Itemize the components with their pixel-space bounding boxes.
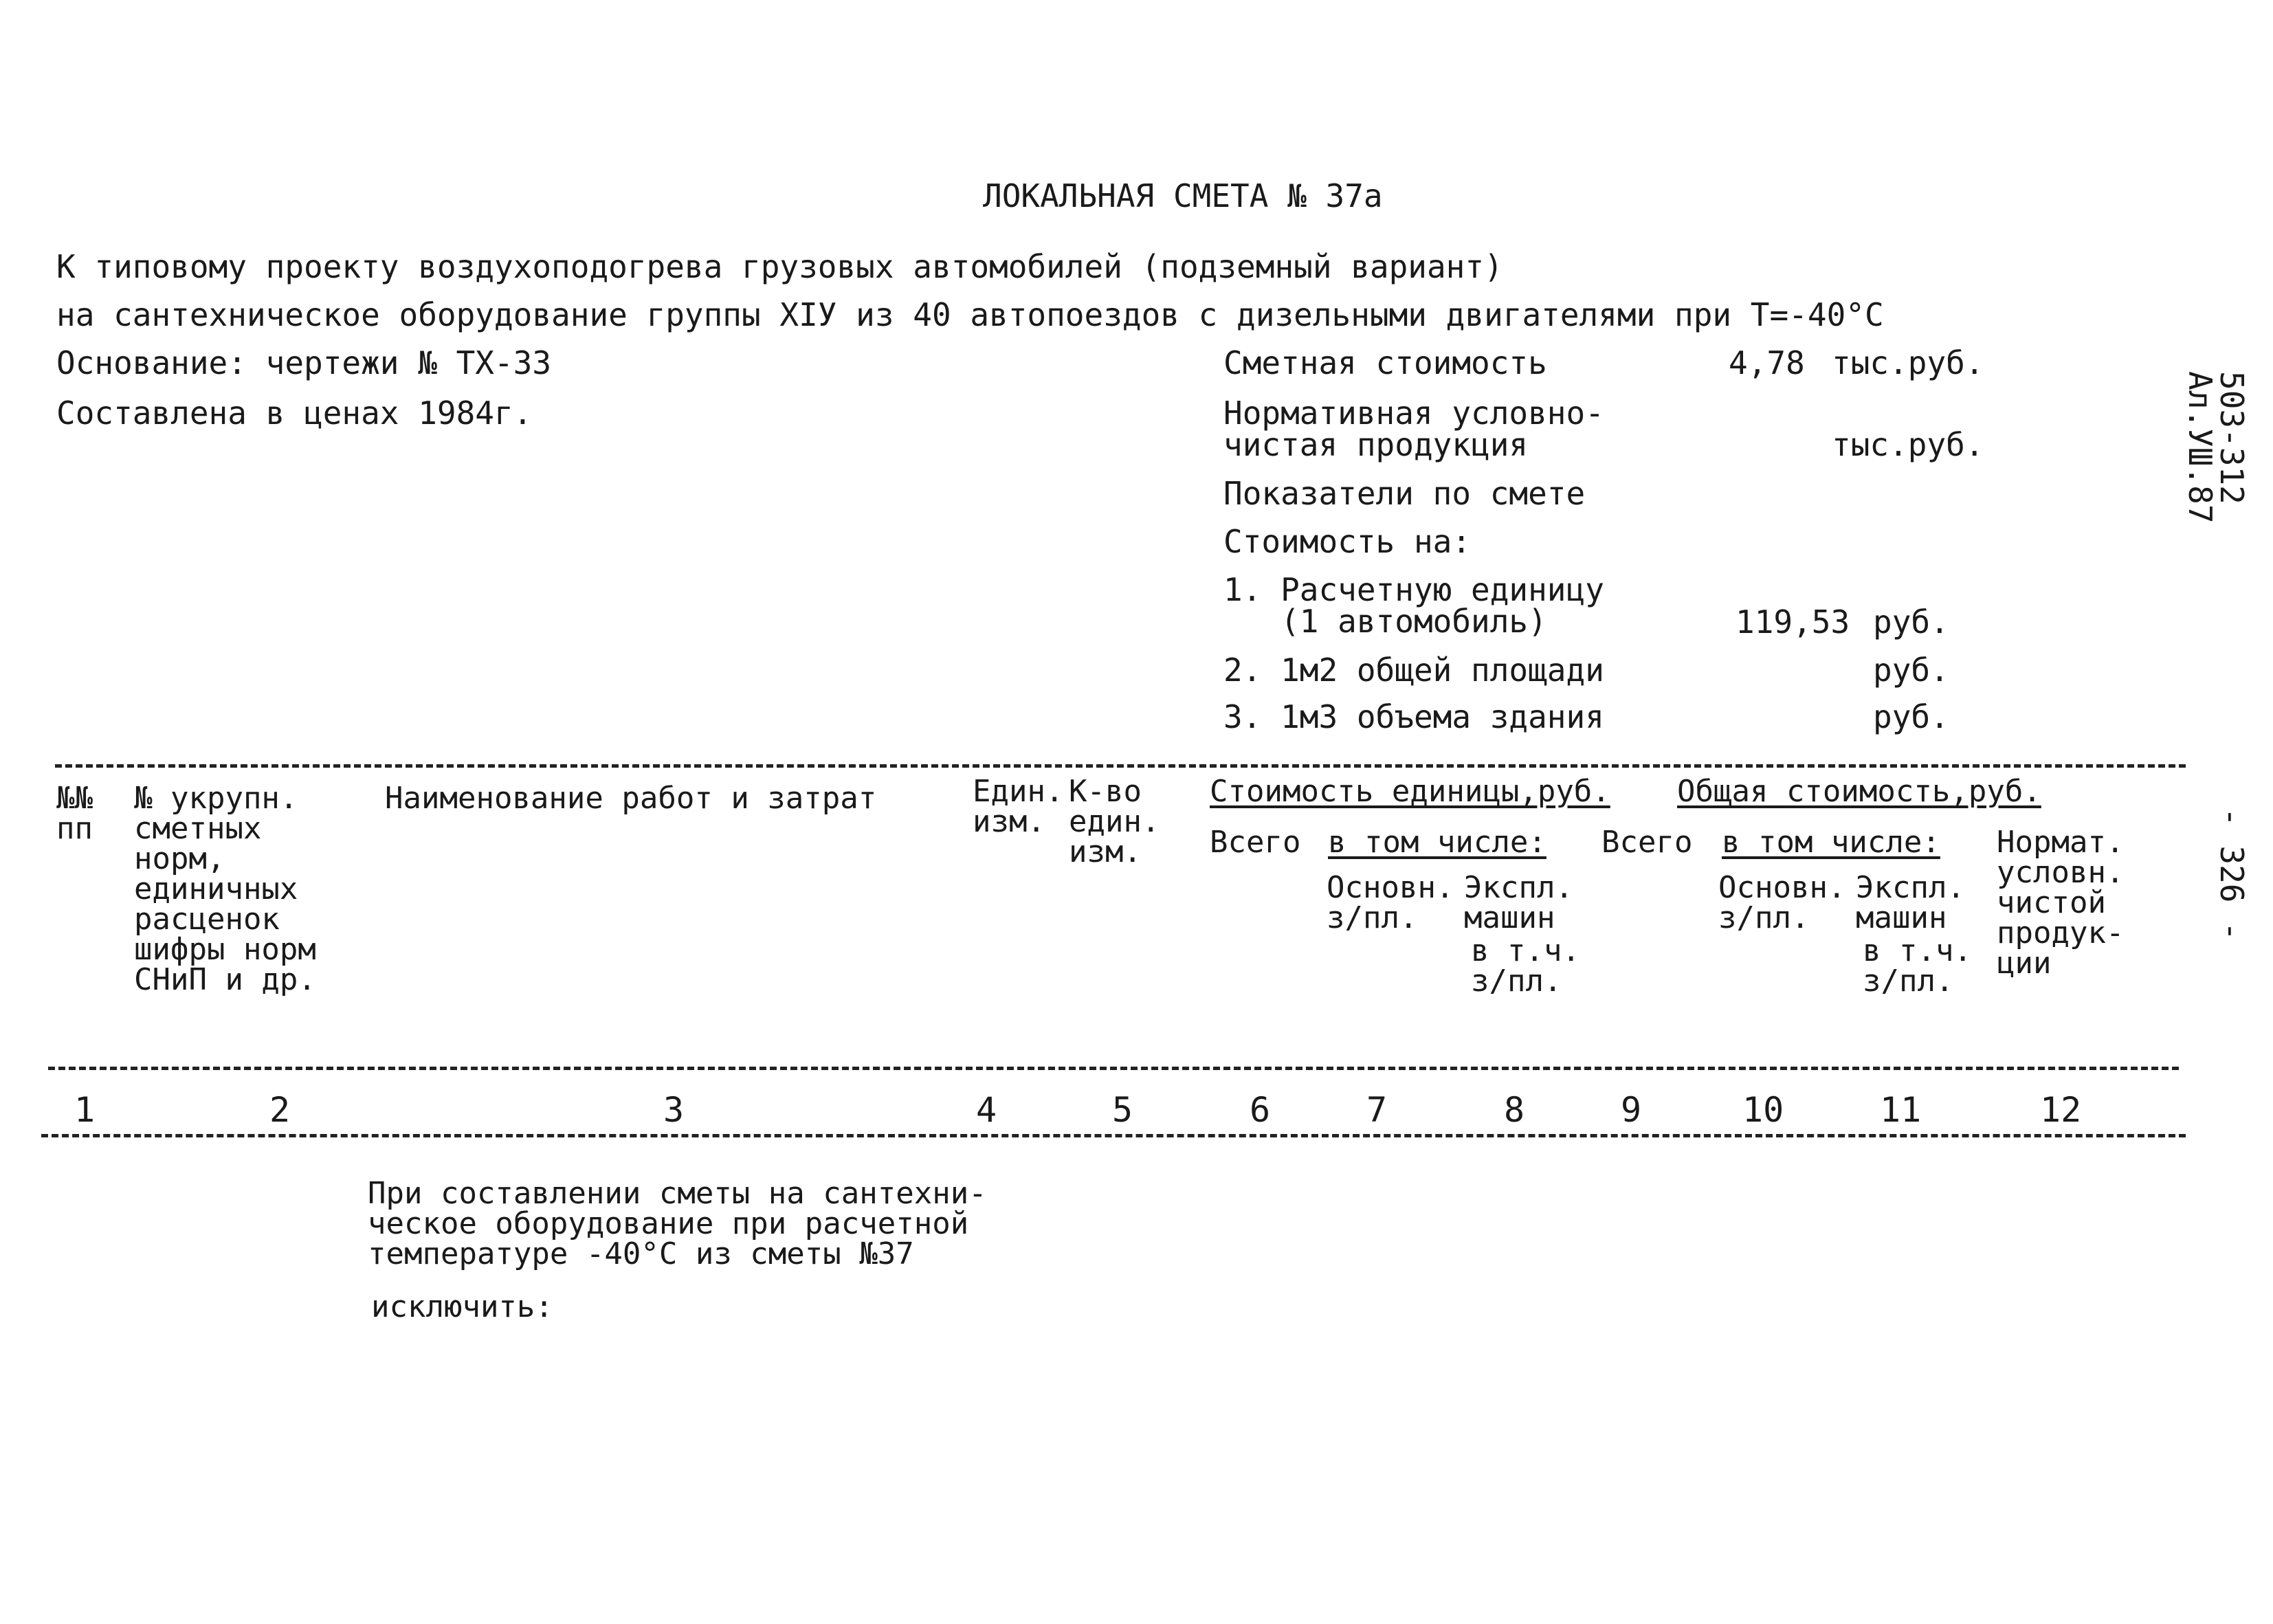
total-total-header: Всего — [1601, 825, 1693, 860]
header-bottom-rule — [48, 1067, 2179, 1070]
column-number: 7 — [1366, 1090, 1388, 1130]
note-text: При составлении сметы на сантехни- ческое оборудование при расчетной температуре -40°С из сметы №37 — [368, 1176, 987, 1271]
column-number: 2 — [269, 1090, 291, 1130]
col-number-header: №№ пп — [56, 781, 93, 846]
unit-machines-wage-header: в т.ч. з/пл. — [1471, 933, 1580, 999]
unit-machines-header: Экспл. машин — [1464, 870, 1573, 935]
column-number: 3 — [663, 1090, 685, 1130]
indicator-item-3: 3. 1м3 объема здания — [1223, 698, 1604, 735]
normative-header: Нормат. условн. чистой продук- ции — [1997, 825, 2125, 981]
column-number: 5 — [1112, 1090, 1133, 1130]
page-number: - 326 - — [2213, 808, 2250, 941]
column-number: 8 — [1504, 1090, 1525, 1130]
normative-unit: тыс.руб. — [1832, 426, 1984, 463]
column-number: 10 — [1742, 1090, 1784, 1130]
column-number: 1 — [74, 1090, 96, 1130]
cost-for-label: Стоимость на: — [1223, 523, 1472, 560]
column-number: 4 — [976, 1090, 997, 1130]
prices-text: Составлена в ценах 1984г. — [56, 394, 533, 432]
basis-text: Основание: чертежи № ТХ-33 — [56, 344, 552, 381]
estimated-cost-value: 4,78 — [1729, 344, 1805, 381]
page-title: ЛОКАЛЬНАЯ СМЕТА № 37а — [983, 177, 1383, 214]
unit-total-header: Всего — [1210, 825, 1301, 860]
side-code: 503-312 Ал.УШ.87 — [2182, 371, 2250, 524]
total-basic-wage-header: Основн. з/пл. — [1718, 870, 1846, 935]
total-cost-group-header: Общая стоимость,руб. — [1677, 774, 2041, 809]
indicator-item-1-value: 119,53 — [1736, 603, 1850, 641]
indicator-item-2-unit: руб. — [1873, 652, 1949, 689]
unit-incl-header: в том числе: — [1328, 825, 1546, 860]
col-unit-header: Един. изм. — [973, 774, 1064, 839]
indicator-item-2: 2. 1м2 общей площади — [1223, 652, 1604, 689]
estimated-cost-label: Сметная стоимость — [1223, 344, 1547, 381]
normative-label: Нормативная условно- чистая продукция — [1223, 394, 1604, 463]
total-incl-header: в том числе: — [1722, 825, 1940, 860]
column-numbers-rule — [41, 1134, 2186, 1137]
col-name-header: Наименование работ и затрат — [385, 781, 877, 816]
unit-cost-group-header: Стоимость единицы,руб. — [1210, 774, 1610, 809]
indicator-item-3-unit: руб. — [1873, 698, 1949, 735]
subtitle-line-2: на сантехническое оборудование группы XIУ из 40 автопоездов с дизельными двигателями при Т=-40°С — [56, 296, 1884, 333]
col-norms-header: № укрупн. сметных норм, единичных расценок шифры норм СНиП и др. — [134, 781, 316, 997]
column-number: 9 — [1621, 1090, 1642, 1130]
note-action: исключить: — [371, 1289, 553, 1324]
total-machines-header: Экспл. машин — [1856, 870, 1965, 935]
indicator-item-1: 1. Расчетную единицу (1 автомобиль) — [1223, 571, 1604, 640]
subtitle-line-1: К типовому проекту воздухоподогрева грузовых автомобилей (подземный вариант) — [56, 248, 1503, 285]
header-top-rule — [55, 764, 2186, 768]
unit-basic-wage-header: Основн. з/пл. — [1327, 870, 1454, 935]
indicators-label: Показатели по смете — [1223, 475, 1586, 512]
estimated-cost-unit: тыс.руб. — [1832, 344, 1984, 381]
col-quantity-header: К-во един. изм. — [1069, 774, 1160, 869]
total-machines-wage-header: в т.ч. з/пл. — [1863, 933, 1972, 999]
column-number: 12 — [2040, 1090, 2082, 1130]
column-number: 11 — [1880, 1090, 1922, 1130]
indicator-item-1-unit: руб. — [1873, 603, 1949, 641]
column-number: 6 — [1250, 1090, 1271, 1130]
